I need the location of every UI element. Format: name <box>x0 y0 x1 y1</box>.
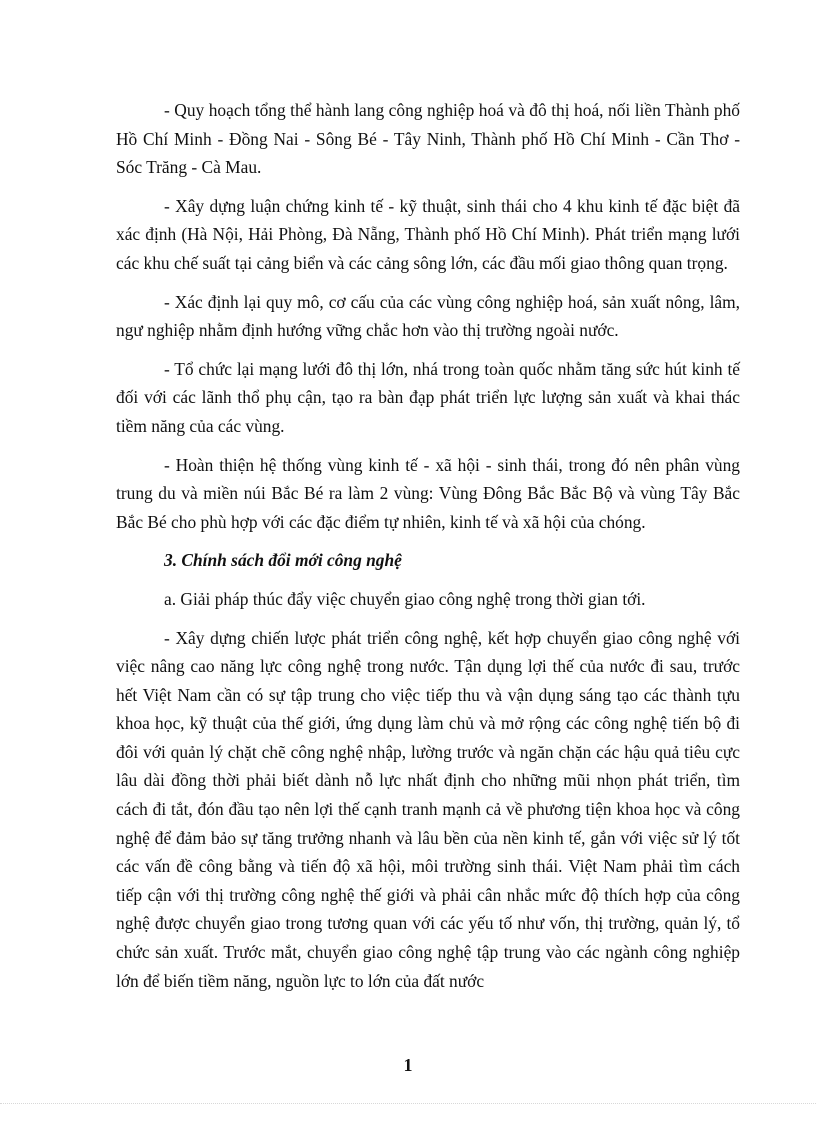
paragraph-regional-system: - Hoàn thiện hệ thống vùng kinh tế - xã hội - sinh thái, trong đó nên phân vùng trung du và miền núi Bắc Bé ra làm 2 vùng: Vùng Đông Bắc Bắc Bộ và vùng Tây Bắc Bắc Bé cho phù hợp với các đặc điểm tự nhiên, kinh tế và xã hội của chóng. <box>116 454 740 532</box>
paragraph-industrial-regions: - Xác định lại quy mô, cơ cấu của các vùng công nghiệp hoá, sản xuất nông, lâm, ngư nghiệp nhằm định hướng vững chắc hơn vào thị trường ngoài nước. <box>116 291 740 341</box>
page-number: 1 <box>403 1055 413 1075</box>
paragraph-technology-strategy: - Xây dựng chiến lược phát triển công nghệ, kết hợp chuyển giao công nghệ với việc nâng cao năng lực công nghệ trong nước. Tận dụng lợi thế của nước đi sau, trước hết Việt Nam cần có sự tập trung cho việc tiếp thu và vận dụng sáng tạo các thành tựu khoa học, kỹ thuật của thế giới, ứng dụng làm chủ và mở rộng các công nghệ tiến bộ đi đôi với quản lý chặt chẽ công nghệ nhập, lường trước và ngăn chặn các hậu quả tiêu cực lâu dài đồng thời phải biết dành nỗ lực nhất định cho những mũi nhọn phát triển, tìm cách đi tắt, đón đầu tạo nên lợi thế cạnh tranh mạnh cả về phương tiện khoa học và công nghệ để đảm bảo sự tăng trưởng nhanh và lâu bền của nền kinh tế, gắn với việc sử lý tốt các vấn đề công bằng và tiến độ xã hội, môi trường sinh thái. Việt Nam phải tìm cách tiếp cận với thị trường công nghệ thế giới và phải cân nhắc mức độ thích hợp của công nghệ được chuyển giao trong tương quan với các yếu tố như vốn, thị trường, quản lý, tổ chức sản xuất. Trước mắt, chuyển giao công nghệ tập trung vào các ngành công nghiệp lớn để biến tiềm năng, nguồn lực to lớn của đất nước <box>116 627 740 991</box>
section-heading: 3. Chính sách đổi mới công nghệ <box>164 550 402 571</box>
footer-divider <box>0 1103 816 1104</box>
page-body <box>116 96 740 1005</box>
paragraph-urban-network: - Tổ chức lại mạng lưới đô thị lớn, nhá trong toàn quốc nhằm tăng sức hút kinh tế đối với các lãnh thổ phụ cận, tạo ra bàn đạp phát triển lực lượng sản xuất và khai thác tiềm năng của các vùng. <box>116 358 740 436</box>
paragraph-corridor-planning: - Quy hoạch tổng thể hành lang công nghiệp hoá và đô thị hoá, nối liền Thành phố Hồ Chí Minh - Đồng Nai - Sông Bé - Tây Ninh, Thành phố Hồ Chí Minh - Cần Thơ - Sóc Trăng - Cà Mau. <box>116 100 740 178</box>
paragraph-special-economic-zones: - Xây dựng luận chứng kinh tế - kỹ thuật, sinh thái cho 4 khu kinh tế đặc biệt đã xác định (Hà Nội, Hải Phòng, Đà Nẵng, Thành phố Hồ Chí Minh). Phát triển mạng lưới các khu chế suất tại cảng biển và các cảng sông lớn, các đầu mối giao thông quan trọng. <box>116 195 740 273</box>
subsection-heading: a. Giải pháp thúc đẩy việc chuyển giao công nghệ trong thời gian tới. <box>164 588 646 609</box>
